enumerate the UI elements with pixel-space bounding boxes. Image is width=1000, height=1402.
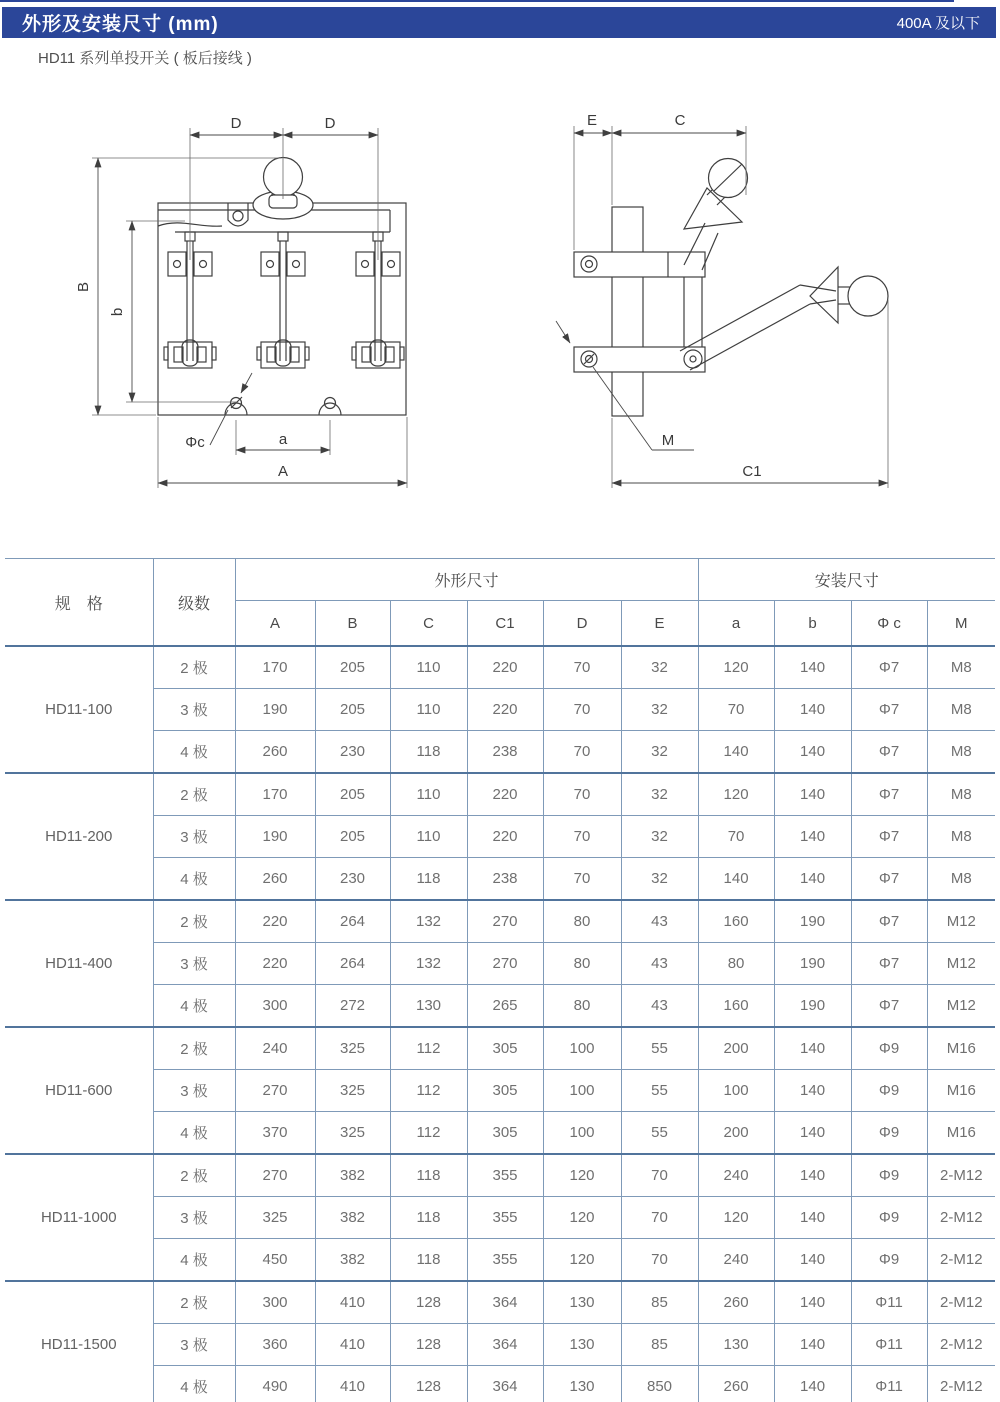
value-cell: 100 xyxy=(543,1027,621,1070)
value-cell: 240 xyxy=(698,1239,774,1282)
value-cell: 118 xyxy=(390,1197,467,1239)
value-cell: 70 xyxy=(621,1197,698,1239)
dimension-spec-table xyxy=(5,558,995,1402)
spec-cell: HD11-200 xyxy=(5,773,153,900)
value-cell: M12 xyxy=(927,985,995,1028)
value-cell: 32 xyxy=(621,773,698,816)
value-cell: Φ11 xyxy=(851,1324,927,1366)
table-row xyxy=(5,689,995,731)
value-cell: 70 xyxy=(543,731,621,774)
value-cell: 43 xyxy=(621,985,698,1028)
technical-drawing xyxy=(0,95,1000,510)
table-row xyxy=(5,731,995,774)
value-cell: 80 xyxy=(543,900,621,943)
value-cell: 190 xyxy=(235,816,315,858)
value-cell: Φ9 xyxy=(851,1197,927,1239)
value-cell: 70 xyxy=(543,858,621,901)
value-cell: 130 xyxy=(543,1324,621,1366)
value-cell: 32 xyxy=(621,858,698,901)
value-cell: 140 xyxy=(774,1154,851,1197)
value-cell: 270 xyxy=(467,900,543,943)
poles-cell: 3 极 xyxy=(153,1324,235,1366)
poles-cell: 2 极 xyxy=(153,900,235,943)
value-cell: Φ11 xyxy=(851,1281,927,1324)
table-row xyxy=(5,1154,995,1197)
table-row xyxy=(5,773,995,816)
value-cell: 205 xyxy=(315,646,390,689)
value-cell: 140 xyxy=(774,858,851,901)
value-cell: 43 xyxy=(621,900,698,943)
poles-cell: 2 极 xyxy=(153,773,235,816)
value-cell: 325 xyxy=(235,1197,315,1239)
value-cell: 220 xyxy=(467,646,543,689)
dim-label-phi-c: Φc xyxy=(185,434,205,451)
dim-label-D1: D xyxy=(230,115,242,132)
value-cell: 260 xyxy=(698,1281,774,1324)
value-cell: 190 xyxy=(774,943,851,985)
value-cell: 140 xyxy=(774,1239,851,1282)
value-cell: 140 xyxy=(774,731,851,774)
value-cell: 364 xyxy=(467,1281,543,1324)
spec-cell: HD11-1500 xyxy=(5,1281,153,1402)
value-cell: 140 xyxy=(774,1112,851,1155)
poles-cell: 4 极 xyxy=(153,1366,235,1402)
value-cell: M8 xyxy=(927,731,995,774)
table-row xyxy=(5,646,995,689)
value-cell: 300 xyxy=(235,1281,315,1324)
value-cell: 140 xyxy=(774,773,851,816)
value-cell: 360 xyxy=(235,1324,315,1366)
value-cell: 70 xyxy=(543,646,621,689)
value-cell: 70 xyxy=(543,689,621,731)
value-cell: 128 xyxy=(390,1281,467,1324)
value-cell: Φ7 xyxy=(851,773,927,816)
value-cell: 160 xyxy=(698,900,774,943)
value-cell: 490 xyxy=(235,1366,315,1402)
value-cell: 260 xyxy=(235,731,315,774)
value-cell: 220 xyxy=(235,900,315,943)
col-header-B: B xyxy=(315,601,390,647)
value-cell: 130 xyxy=(390,985,467,1028)
value-cell: 55 xyxy=(621,1027,698,1070)
value-cell: 85 xyxy=(621,1324,698,1366)
value-cell: 80 xyxy=(543,943,621,985)
value-cell: 2-M12 xyxy=(927,1239,995,1282)
poles-cell: 2 极 xyxy=(153,646,235,689)
value-cell: 2-M12 xyxy=(927,1197,995,1239)
value-cell: M16 xyxy=(927,1070,995,1112)
value-cell: 118 xyxy=(390,731,467,774)
value-cell: 112 xyxy=(390,1112,467,1155)
table-row xyxy=(5,985,995,1028)
dim-label-C1: C1 xyxy=(742,463,762,480)
value-cell: 2-M12 xyxy=(927,1281,995,1324)
value-cell: 200 xyxy=(698,1027,774,1070)
value-cell: Φ7 xyxy=(851,689,927,731)
value-cell: 410 xyxy=(315,1324,390,1366)
value-cell: 2-M12 xyxy=(927,1366,995,1402)
value-cell: 220 xyxy=(235,943,315,985)
value-cell: 364 xyxy=(467,1324,543,1366)
table-row xyxy=(5,1324,995,1366)
value-cell: 205 xyxy=(315,816,390,858)
value-cell: 270 xyxy=(467,943,543,985)
dim-label-B: B xyxy=(75,281,92,293)
value-cell: 170 xyxy=(235,646,315,689)
poles-cell: 3 极 xyxy=(153,816,235,858)
value-cell: 112 xyxy=(390,1070,467,1112)
dim-label-D2: D xyxy=(324,115,336,132)
value-cell: 325 xyxy=(315,1027,390,1070)
value-cell: 200 xyxy=(698,1112,774,1155)
value-cell: 118 xyxy=(390,858,467,901)
value-cell: 270 xyxy=(235,1070,315,1112)
value-cell: 70 xyxy=(543,773,621,816)
col-header-a: a xyxy=(698,601,774,647)
value-cell: 120 xyxy=(543,1239,621,1282)
dim-label-C: C xyxy=(674,112,686,129)
value-cell: 205 xyxy=(315,773,390,816)
value-cell: 220 xyxy=(467,773,543,816)
poles-cell: 3 极 xyxy=(153,943,235,985)
value-cell: 264 xyxy=(315,943,390,985)
spec-cell: HD11-1000 xyxy=(5,1154,153,1281)
value-cell: 160 xyxy=(698,985,774,1028)
group-header-outline: 外形尺寸 xyxy=(235,559,698,601)
value-cell: 850 xyxy=(621,1366,698,1402)
value-cell: Φ7 xyxy=(851,985,927,1028)
value-cell: 190 xyxy=(774,900,851,943)
value-cell: M8 xyxy=(927,689,995,731)
value-cell: Φ7 xyxy=(851,816,927,858)
value-cell: 80 xyxy=(698,943,774,985)
value-cell: 70 xyxy=(543,816,621,858)
value-cell: 265 xyxy=(467,985,543,1028)
value-cell: 238 xyxy=(467,731,543,774)
value-cell: 130 xyxy=(543,1281,621,1324)
poles-cell: 2 极 xyxy=(153,1281,235,1324)
value-cell: 140 xyxy=(774,1281,851,1324)
table-row xyxy=(5,900,995,943)
value-cell: M8 xyxy=(927,816,995,858)
value-cell: 32 xyxy=(621,731,698,774)
col-header-phi-c: Φ c xyxy=(851,601,927,647)
value-cell: 118 xyxy=(390,1239,467,1282)
value-cell: 410 xyxy=(315,1366,390,1402)
value-cell: 130 xyxy=(543,1366,621,1402)
side-view-drawing xyxy=(556,112,888,488)
group-header-mounting: 安装尺寸 xyxy=(698,559,995,601)
value-cell: Φ9 xyxy=(851,1154,927,1197)
value-cell: 140 xyxy=(698,731,774,774)
value-cell: Φ7 xyxy=(851,731,927,774)
dim-label-E: E xyxy=(586,112,598,129)
value-cell: 140 xyxy=(774,1366,851,1402)
value-cell: 325 xyxy=(315,1112,390,1155)
value-cell: M12 xyxy=(927,900,995,943)
rating-badge: 400A 及以下 xyxy=(896,15,980,32)
value-cell: 128 xyxy=(390,1324,467,1366)
value-cell: 140 xyxy=(774,1197,851,1239)
poles-cell: 3 极 xyxy=(153,689,235,731)
value-cell: 120 xyxy=(698,1197,774,1239)
value-cell: 32 xyxy=(621,689,698,731)
spec-table-body xyxy=(5,646,995,1402)
col-header-E: E xyxy=(621,601,698,647)
poles-cell: 2 极 xyxy=(153,1154,235,1197)
spec-cell: HD11-600 xyxy=(5,1027,153,1154)
value-cell: 140 xyxy=(698,858,774,901)
table-row xyxy=(5,858,995,901)
value-cell: 410 xyxy=(315,1281,390,1324)
poles-cell: 4 极 xyxy=(153,985,235,1028)
value-cell: 190 xyxy=(235,689,315,731)
table-row xyxy=(5,1070,995,1112)
value-cell: 70 xyxy=(698,689,774,731)
value-cell: 355 xyxy=(467,1197,543,1239)
value-cell: 2-M12 xyxy=(927,1154,995,1197)
pole-assemblies xyxy=(164,232,404,368)
dim-label-b: b xyxy=(109,307,126,317)
poles-cell: 4 极 xyxy=(153,1112,235,1155)
value-cell: Φ9 xyxy=(851,1027,927,1070)
table-row xyxy=(5,816,995,858)
value-cell: Φ9 xyxy=(851,1239,927,1282)
spec-cell: HD11-100 xyxy=(5,646,153,773)
dim-label-M: M xyxy=(661,432,675,449)
front-view-drawing xyxy=(75,115,407,488)
value-cell: 264 xyxy=(315,900,390,943)
value-cell: 100 xyxy=(543,1070,621,1112)
value-cell: 55 xyxy=(621,1070,698,1112)
value-cell: 364 xyxy=(467,1366,543,1402)
value-cell: 85 xyxy=(621,1281,698,1324)
col-header-spec: 规 格 xyxy=(5,559,153,647)
value-cell: 205 xyxy=(315,689,390,731)
value-cell: 32 xyxy=(621,646,698,689)
value-cell: 300 xyxy=(235,985,315,1028)
value-cell: 110 xyxy=(390,773,467,816)
value-cell: 112 xyxy=(390,1027,467,1070)
value-cell: 450 xyxy=(235,1239,315,1282)
table-row xyxy=(5,1027,995,1070)
col-header-C: C xyxy=(390,601,467,647)
value-cell: Φ7 xyxy=(851,646,927,689)
col-header-M: M xyxy=(927,601,995,647)
table-row xyxy=(5,1112,995,1155)
spec-cell: HD11-400 xyxy=(5,900,153,1027)
value-cell: Φ7 xyxy=(851,900,927,943)
value-cell: 230 xyxy=(315,858,390,901)
poles-cell: 2 极 xyxy=(153,1027,235,1070)
value-cell: 110 xyxy=(390,646,467,689)
value-cell: 140 xyxy=(774,1070,851,1112)
value-cell: M8 xyxy=(927,773,995,816)
value-cell: Φ7 xyxy=(851,943,927,985)
col-header-poles: 级数 xyxy=(153,559,235,647)
value-cell: 100 xyxy=(543,1112,621,1155)
poles-cell: 3 极 xyxy=(153,1197,235,1239)
value-cell: 305 xyxy=(467,1070,543,1112)
value-cell: 140 xyxy=(774,1324,851,1366)
value-cell: 2-M12 xyxy=(927,1324,995,1366)
top-rule xyxy=(0,0,954,2)
value-cell: 120 xyxy=(543,1197,621,1239)
value-cell: Φ9 xyxy=(851,1112,927,1155)
page-title: 外形及安装尺寸 (mm) xyxy=(22,14,219,35)
value-cell: 110 xyxy=(390,689,467,731)
table-row xyxy=(5,1197,995,1239)
poles-cell: 4 极 xyxy=(153,731,235,774)
value-cell: 140 xyxy=(774,689,851,731)
value-cell: 140 xyxy=(774,646,851,689)
value-cell: 128 xyxy=(390,1366,467,1402)
value-cell: 305 xyxy=(467,1112,543,1155)
value-cell: 100 xyxy=(698,1070,774,1112)
value-cell: 382 xyxy=(315,1197,390,1239)
value-cell: 220 xyxy=(467,816,543,858)
value-cell: 132 xyxy=(390,900,467,943)
section-title-bar xyxy=(2,7,996,38)
value-cell: 120 xyxy=(698,646,774,689)
value-cell: M16 xyxy=(927,1112,995,1155)
table-row xyxy=(5,1281,995,1324)
value-cell: 118 xyxy=(390,1154,467,1197)
value-cell: 370 xyxy=(235,1112,315,1155)
value-cell: 382 xyxy=(315,1239,390,1282)
col-header-D: D xyxy=(543,601,621,647)
table-row xyxy=(5,1239,995,1282)
value-cell: 70 xyxy=(621,1239,698,1282)
value-cell: 140 xyxy=(774,816,851,858)
value-cell: 220 xyxy=(467,689,543,731)
poles-cell: 4 极 xyxy=(153,858,235,901)
value-cell: Φ11 xyxy=(851,1366,927,1402)
value-cell: 70 xyxy=(621,1154,698,1197)
col-header-A: A xyxy=(235,601,315,647)
value-cell: 190 xyxy=(774,985,851,1028)
value-cell: Φ7 xyxy=(851,858,927,901)
value-cell: 132 xyxy=(390,943,467,985)
value-cell: 110 xyxy=(390,816,467,858)
series-subtitle: HD11 系列单投开关 ( 板后接线 ) xyxy=(38,50,252,67)
value-cell: 260 xyxy=(698,1366,774,1402)
value-cell: M16 xyxy=(927,1027,995,1070)
poles-cell: 4 极 xyxy=(153,1239,235,1282)
col-header-C1: C1 xyxy=(467,601,543,647)
value-cell: 238 xyxy=(467,858,543,901)
value-cell: 305 xyxy=(467,1027,543,1070)
value-cell: Φ9 xyxy=(851,1070,927,1112)
value-cell: 43 xyxy=(621,943,698,985)
value-cell: 120 xyxy=(698,773,774,816)
value-cell: M8 xyxy=(927,646,995,689)
value-cell: M8 xyxy=(927,858,995,901)
value-cell: 140 xyxy=(774,1027,851,1070)
value-cell: 80 xyxy=(543,985,621,1028)
value-cell: 120 xyxy=(543,1154,621,1197)
value-cell: 272 xyxy=(315,985,390,1028)
value-cell: 32 xyxy=(621,816,698,858)
value-cell: 240 xyxy=(698,1154,774,1197)
value-cell: 355 xyxy=(467,1239,543,1282)
table-row xyxy=(5,1366,995,1402)
dim-label-A: A xyxy=(277,463,289,480)
value-cell: 270 xyxy=(235,1154,315,1197)
value-cell: 170 xyxy=(235,773,315,816)
value-cell: 355 xyxy=(467,1154,543,1197)
value-cell: M12 xyxy=(927,943,995,985)
value-cell: 230 xyxy=(315,731,390,774)
col-header-b: b xyxy=(774,601,851,647)
value-cell: 260 xyxy=(235,858,315,901)
value-cell: 130 xyxy=(698,1324,774,1366)
value-cell: 382 xyxy=(315,1154,390,1197)
value-cell: 240 xyxy=(235,1027,315,1070)
table-row xyxy=(5,943,995,985)
value-cell: 70 xyxy=(698,816,774,858)
value-cell: 325 xyxy=(315,1070,390,1112)
value-cell: 55 xyxy=(621,1112,698,1155)
dim-label-a: a xyxy=(278,431,288,448)
poles-cell: 3 极 xyxy=(153,1070,235,1112)
